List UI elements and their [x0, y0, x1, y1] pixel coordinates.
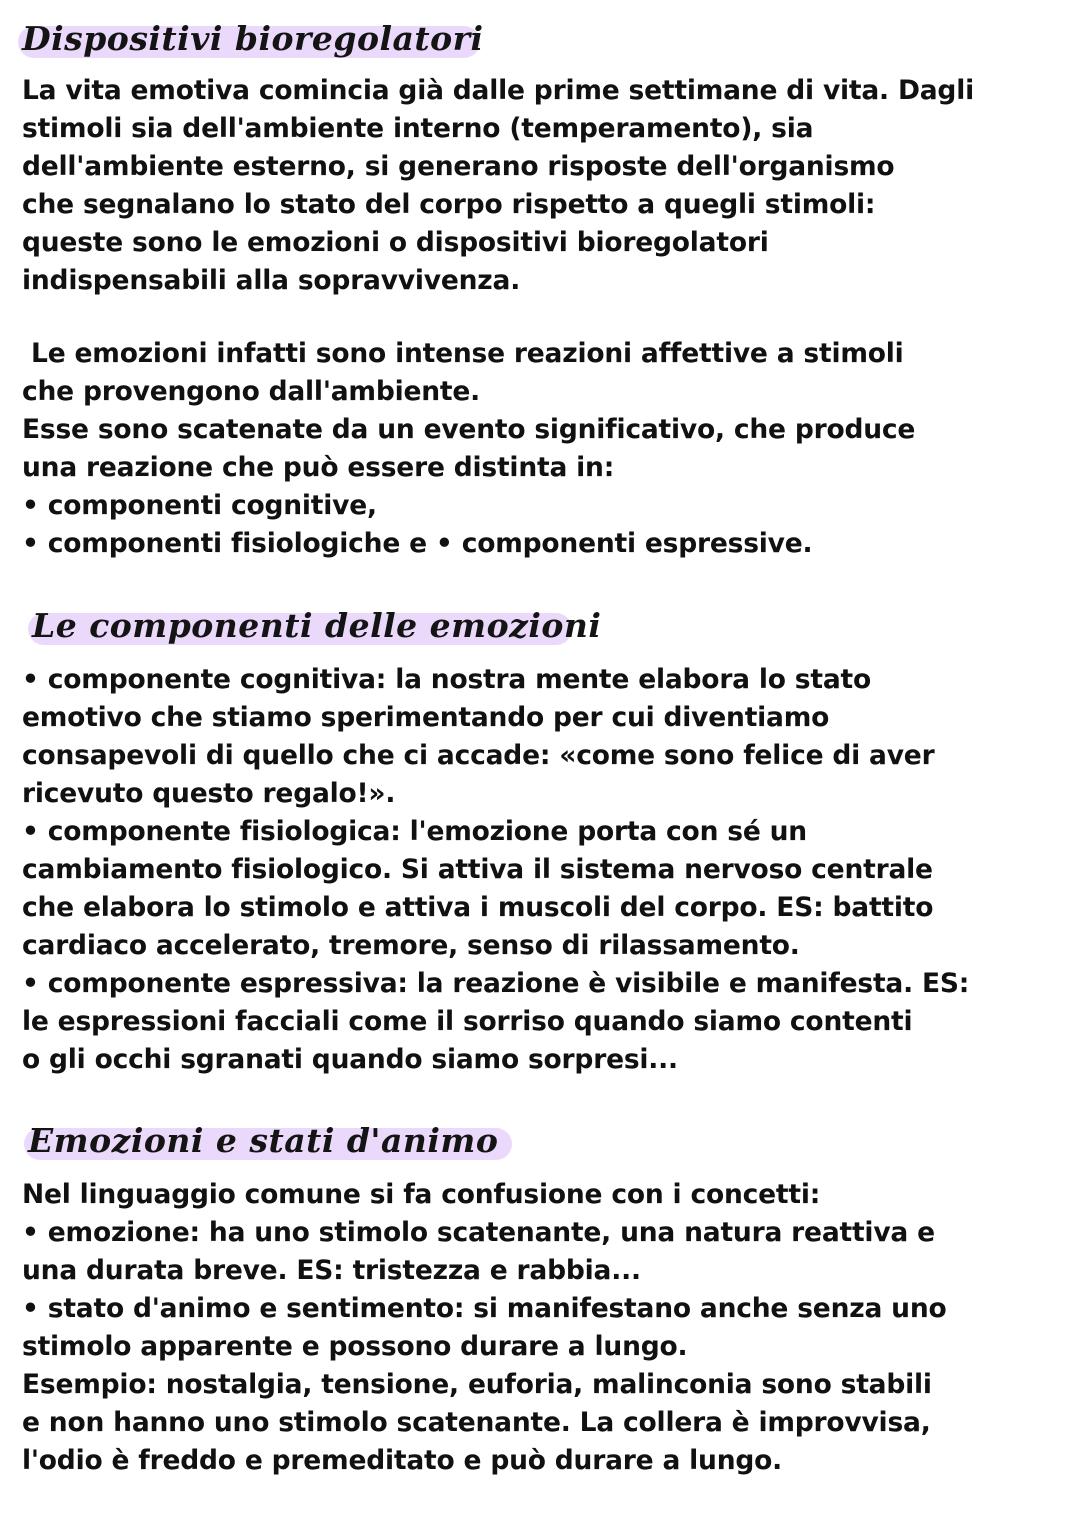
text-line: le espressioni facciali come il sorriso quando siamo contenti [22, 1006, 913, 1037]
text-line: stimoli sia dell'ambiente interno (temperamento), sia [22, 113, 814, 144]
list-item: • componenti fisiologiche e • componenti espressive. [22, 528, 813, 559]
list-item: • emozione: ha uno stimolo scatenante, una natura reattiva e [22, 1217, 935, 1248]
list-item: • componenti cognitive, [22, 490, 377, 521]
text-line: indispensabili alla sopravvivenza. [22, 265, 521, 296]
paragraph-intro [22, 72, 1032, 300]
list-item: • componente cognitiva: la nostra mente elabora lo stato [22, 664, 872, 695]
paragraph-componenti [22, 661, 1032, 1079]
section-heading-dispositivi [18, 16, 484, 62]
heading-text: Emozioni e stati d'animo [28, 1121, 499, 1160]
text-line: ricevuto questo regalo!». [22, 778, 396, 809]
text-line: o gli occhi sgranati quando siamo sorpresi... [22, 1044, 678, 1075]
text-line: Nel linguaggio comune si fa confusione con i concetti: [22, 1179, 821, 1210]
text-line: e non hanno uno stimolo scatenante. La collera è improvvisa, [22, 1407, 931, 1438]
text-line: che provengono dall'ambiente. [22, 376, 481, 407]
text-line: dell'ambiente esterno, si generano risposte dell'organismo [22, 151, 895, 182]
list-item: • componente fisiologica: l'emozione porta con sé un [22, 816, 807, 847]
text-line: che elabora lo stimolo e attiva i muscoli del corpo. ES: battito [22, 892, 934, 923]
section-heading-stati-animo [24, 1118, 498, 1164]
text-line: cardiaco accelerato, tremore, senso di rilassamento. [22, 930, 800, 961]
text-line: consapevoli di quello che ci accade: «come sono felice di aver [22, 740, 935, 771]
paragraph-stati-animo [22, 1176, 1032, 1480]
text-line: cambiamento fisiologico. Si attiva il sistema nervoso centrale [22, 854, 933, 885]
text-line: queste sono le emozioni o dispositivi bioregolatori [22, 227, 769, 258]
text-line: che segnalano lo stato del corpo rispetto a quegli stimoli: [22, 189, 876, 220]
text-line: Esse sono scatenate da un evento significativo, che produce [22, 414, 916, 445]
text-line: una durata breve. ES: tristezza e rabbia... [22, 1255, 641, 1286]
section-heading-componenti [28, 603, 601, 649]
text-line: emotivo che stiamo sperimentando per cui diventiamo [22, 702, 830, 733]
paragraph-emozioni [22, 335, 1032, 563]
text-line: l'odio è freddo e premeditato e può durare a lungo. [22, 1445, 783, 1476]
list-item: • stato d'animo e sentimento: si manifestano anche senza uno [22, 1293, 947, 1324]
heading-text: Le componenti delle emozioni [32, 606, 602, 645]
heading-text: Dispositivi bioregolatori [22, 19, 484, 58]
text-line: Le emozioni infatti sono intense reazioni affettive a stimoli [22, 338, 904, 369]
text-line: La vita emotiva comincia già dalle prime settimane di vita. Dagli [22, 75, 974, 106]
text-line: una reazione che può essere distinta in: [22, 452, 615, 483]
list-item: • componente espressiva: la reazione è visibile e manifesta. ES: [22, 968, 970, 999]
text-line: Esempio: nostalgia, tensione, euforia, malinconia sono stabili [22, 1369, 932, 1400]
text-line: stimolo apparente e possono durare a lungo. [22, 1331, 688, 1362]
